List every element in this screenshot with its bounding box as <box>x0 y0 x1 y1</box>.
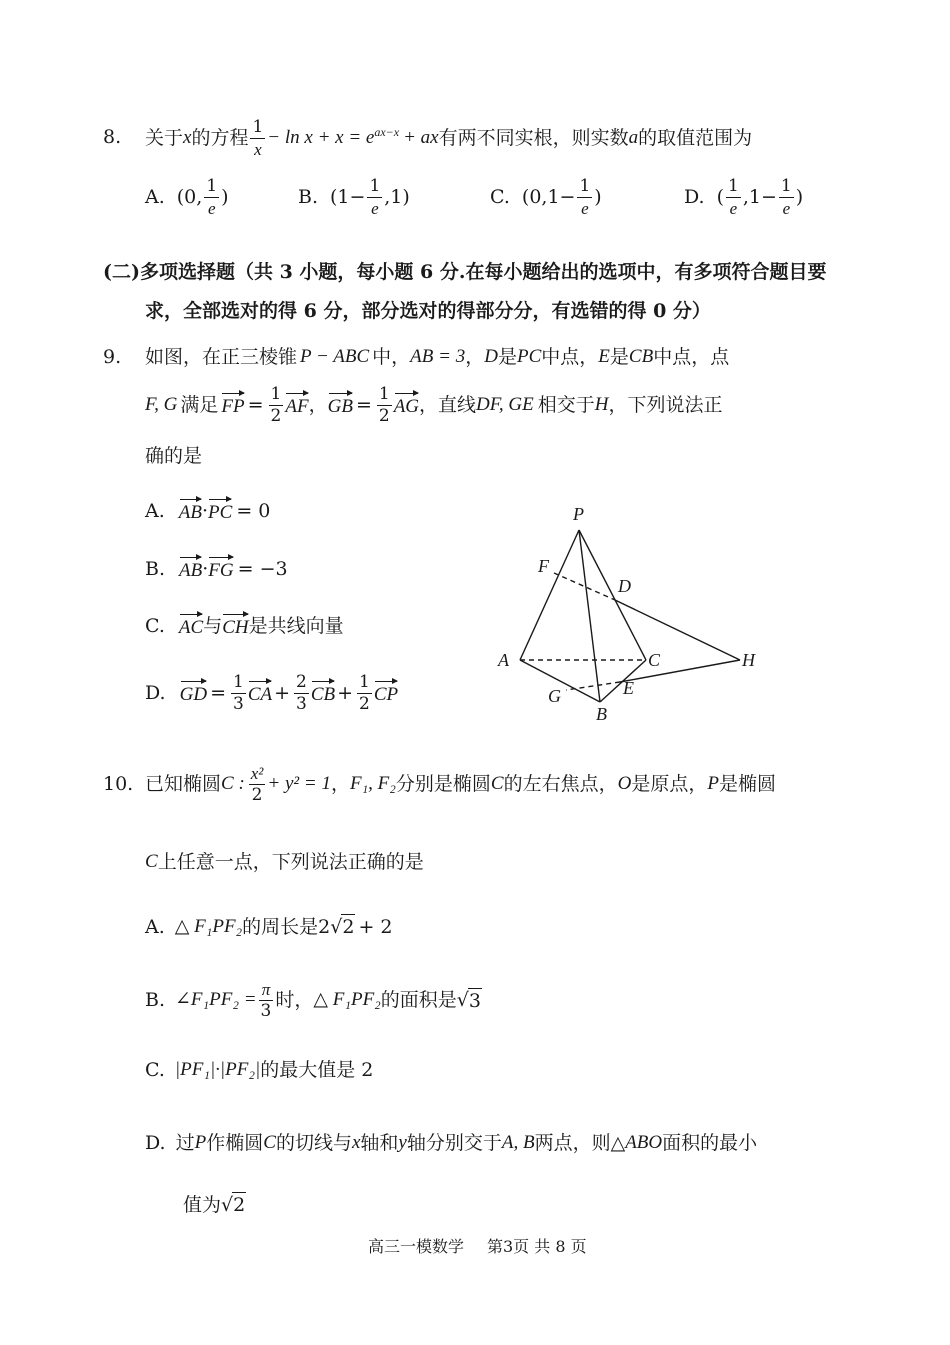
vector-gb: GB <box>328 391 353 419</box>
q8-var-x: x <box>183 127 192 148</box>
q8-exponent: ax−x <box>374 125 400 139</box>
q9-line2: F, G 满足 FP = $\frac{1}{2}$ AF ， GB = $\frac{1}{2}$ AG ，直线 DF, GE 相交于 H ，下列说法正 <box>145 383 723 426</box>
vector-fp: FP <box>221 391 244 419</box>
q8-option-c[interactable] <box>490 172 602 222</box>
q10-option-d-cont: 值为 √ 2 <box>183 1193 246 1216</box>
label-b: B <box>596 704 607 724</box>
q8-option-a[interactable] <box>145 172 229 222</box>
q10-option-c[interactable]: C. |PF₁|·|PF₂| 的最大值是 2 <box>145 1059 374 1081</box>
option-text: (0,1− <box>521 186 576 208</box>
label-g: G <box>548 686 561 706</box>
label-c: C <box>648 650 661 670</box>
option-fraction: $\frac{1}{e}$ <box>369 175 381 218</box>
option-label: B. <box>298 186 319 208</box>
q9-option-b[interactable]: B. AB · FG = −3 <box>145 555 288 583</box>
option-fraction: $\frac{1}{e}$ <box>728 175 739 218</box>
q8-text: 有两不同实根，则实数 <box>438 127 629 149</box>
q8-text: 的取值范围为 <box>638 127 753 149</box>
label-h: H <box>742 650 755 670</box>
option-text: ,1) <box>384 186 410 208</box>
footer-subject: 高三一模数学 <box>368 1237 465 1256</box>
edge-pb <box>579 530 600 702</box>
q9-line1: 如图，在正三棱锥 P − ABC 中， AB = 3 ， D 是 PC 中点， E 是 CB 中点，点 <box>145 346 730 368</box>
option-label: C. <box>490 186 510 208</box>
pyramid-figure <box>490 500 770 730</box>
q10-line1: 已知椭圆 C : $\frac{\text{x²}}{2}$ + y² = 1 ， F₁, F₂ 分别是椭圆 C 的左右焦点， O 是原点， P 是椭圆 <box>145 763 776 805</box>
q10-number: 10. <box>103 773 134 795</box>
q9-option-d[interactable]: D. GD = $\frac{1}{3}$ CA + $\frac{2}{3}$ CB + $\frac{1}{2}$ CP <box>145 671 399 714</box>
q8-fraction: $\frac{1}{x}$ <box>252 116 264 159</box>
q9-number: 9. <box>103 346 122 368</box>
option-fraction: $\frac{1}{e}$ <box>579 175 591 218</box>
label-f: F <box>538 556 549 576</box>
q8-option-d[interactable] <box>684 172 803 222</box>
vector-ag: AG <box>394 391 419 419</box>
label-a: A <box>498 650 509 670</box>
option-fraction: $\frac{1}{e}$ <box>780 175 792 218</box>
q8-text: 关于 <box>145 127 184 149</box>
option-text: ) <box>221 186 229 208</box>
label-p: P <box>573 504 584 524</box>
q8-stem <box>145 113 752 163</box>
line-eh <box>620 660 740 682</box>
q9-option-c[interactable]: C. AC 与 CH 是共线向量 <box>145 612 344 640</box>
section-header-line2: 求，全部选对的得 6 分，部分选对的得部分分，有选错的得 0 分） <box>145 300 711 322</box>
q8-var-a: a <box>628 127 639 148</box>
q8-option-b[interactable] <box>298 172 410 222</box>
option-text: ( <box>716 186 725 208</box>
q8-number: 8. <box>103 126 122 148</box>
label-e: E <box>623 678 634 698</box>
option-label: A. <box>145 186 165 208</box>
option-text: ) <box>594 186 602 208</box>
q8-text: 的方程 <box>191 127 249 149</box>
option-text: ,1− <box>742 186 777 208</box>
q10-line2: C 上任意一点，下列说法正确的是 <box>145 851 424 873</box>
q8-equation-end: + ax <box>403 127 439 148</box>
q10-option-d[interactable]: D. 过 P 作椭圆 C 的切线与 x 轴和 y 轴分别交于 A, B 两点，则△ ABO 面积的最小 <box>145 1132 758 1154</box>
vector-af: AF <box>285 391 308 419</box>
edge-pa <box>520 530 579 660</box>
q9-line3: 确的是 <box>145 445 203 467</box>
option-label: D. <box>684 186 705 208</box>
q8-equation: − ln x + x = e <box>267 127 375 148</box>
section-header-line1: (二)多项选择题（共 3 小题，每小题 6 分.在每小题给出的选项中，有多项符合题目要 <box>103 261 827 283</box>
edge-pc <box>579 530 646 660</box>
line-dh <box>615 600 740 660</box>
option-fraction: $\frac{1}{e}$ <box>206 175 218 218</box>
q10-option-b[interactable]: B. ∠F₁PF₂ = $\frac{\pi}{3}$ 时， △ F₁PF₂ 的面积是 √ 3 <box>145 979 481 1021</box>
option-text: (1− <box>330 186 366 208</box>
option-text: (0, <box>176 186 203 208</box>
footer-page-number: 第3页 共 8 页 <box>487 1237 587 1256</box>
option-text: ) <box>795 186 804 208</box>
line-ge <box>566 682 620 690</box>
q10-option-a[interactable]: A. △ F₁PF₂ 的周长是 2 √ 2 + 2 <box>145 915 393 938</box>
q9-option-a[interactable]: A. AB · PC = 0 <box>145 497 270 525</box>
label-d: D <box>618 576 631 596</box>
